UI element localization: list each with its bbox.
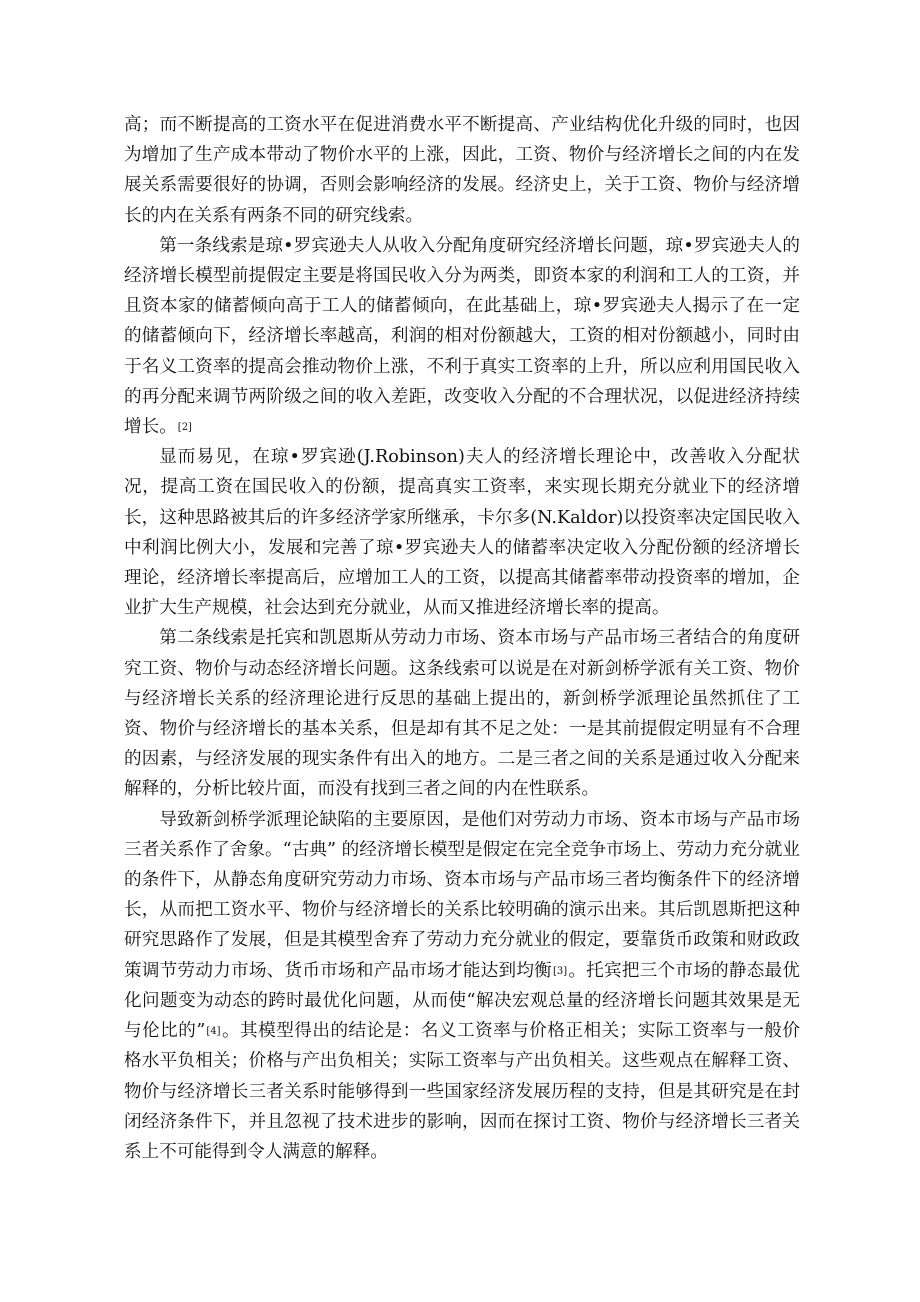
document-body — [124, 110, 800, 1167]
paragraph-text: 导致新剑桥学派理论缺陷的主要原因，是他们对劳动力市场、资本市场与产品市场三者关系作了舍象。“古典” 的经济增长模型是假定在完全竞争市场上、劳动力充分就业的条件下，从静态角度研究劳动力市场、资本市场与产品市场三者均衡条件下的经济增长，从而把工资水平、物价与经济增长的关系比较明确的演示出来。其后凯恩斯把这种研究思路作了发展，但是其模型舍弃了劳动力充分就业的假定，要靠货币政策和财政政策调节劳动力市场、货币市场和产品市场才能达到均衡 — [124, 809, 800, 981]
paragraph — [124, 110, 800, 231]
paragraph-text: 。其模型得出的结论是：名义工资率与价格正相关；实际工资率与一般价格水平负相关；价格与产出负相关；实际工资率与产出负相关。这些观点在解释工资、物价与经济增长三者关系时能够得到一些国家经济发展历程的支持，但是其研究是在封闭经济条件下，并且忽视了技术进步的影响，因而在探讨工资、物价与经济增长三者关系上不可能得到令人满意的解释。 — [124, 1021, 800, 1162]
paragraph-text: 。托宾把三个市场的静态最优化问题变为动态的跨时最优化问题，从而使“解决宏观总量的经济增长问题其效果是无与伦比的” — [124, 960, 800, 1042]
paragraph — [124, 805, 800, 1167]
citation-marker: [3] — [552, 965, 568, 977]
paragraph-text: 第二条线索是托宾和凯恩斯从劳动力市场、资本市场与产品市场三者结合的角度研究工资、物价与动态经济增长问题。这条线索可以说是在对新剑桥学派有关工资、物价与经济增长关系的经济理论进行反思的基础上提出的，新剑桥学派理论虽然抓住了工资、物价与经济增长的基本关系，但是却有其不足之处：一是其前提假定明显有不合理的因素，与经济发展的现实条件有出入的地方。二是三者之间的关系是通过收入分配来解释的，分析比较片面，而没有找到三者之间的内在性联系。 — [124, 628, 800, 800]
paragraph-text: 第一条线索是琼•罗宾逊夫人从收入分配角度研究经济增长问题，琼•罗宾逊夫人的经济增长模型前提假定主要是将国民收入分为两类，即资本家的利润和工人的工资，并且资本家的储蓄倾向高于工人的储蓄倾向，在此基础上，琼•罗宾逊夫人揭示了在一定的储蓄倾向下，经济增长率越高，利润的相对份额越大，工资的相对份额越小，同时由于名义工资率的提高会推动物价上涨，不利于真实工资率的上升，所以应利用国民收入的再分配来调节两阶级之间的收入差距，改变收入分配的不合理状况，以促进经济持续增长。 — [124, 235, 800, 438]
paragraph-text: 高；而不断提高的工资水平在促进消费水平不断提高、产业结构优化升级的同时，也因为增加了生产成本带动了物价水平的上涨，因此，工资、物价与经济增长之间的内在发展关系需要很好的协调，否则会影响经济的发展。经济史上，关于工资、物价与经济增长的内在关系有两条不同的研究线索。 — [124, 115, 800, 226]
paragraph-text: 显而易见，在琼•罗宾逊(J.Robinson)夫人的经济增长理论中，改善收入分配状况，提高工资在国民收入的份额，提高真实工资率，来实现长期充分就业下的经济增长，这种思路被其后的许多经济学家所继承，卡尔多(N.Kaldor)以投资率决定国民收入中利润比例大小，发展和完善了琼•罗宾逊夫人的储蓄率决定收入分配份额的经济增长理论，经济增长率提高后，应增加工人的工资，以提高其储蓄率带动投资率的增加，企业扩大生产规模，社会达到充分就业，从而又推进经济增长率的提高。 — [124, 447, 800, 619]
paragraph — [124, 623, 800, 804]
citation-marker: [2] — [177, 422, 192, 434]
paragraph — [124, 442, 800, 623]
paragraph — [124, 231, 800, 442]
citation-marker: [4] — [206, 1026, 221, 1038]
